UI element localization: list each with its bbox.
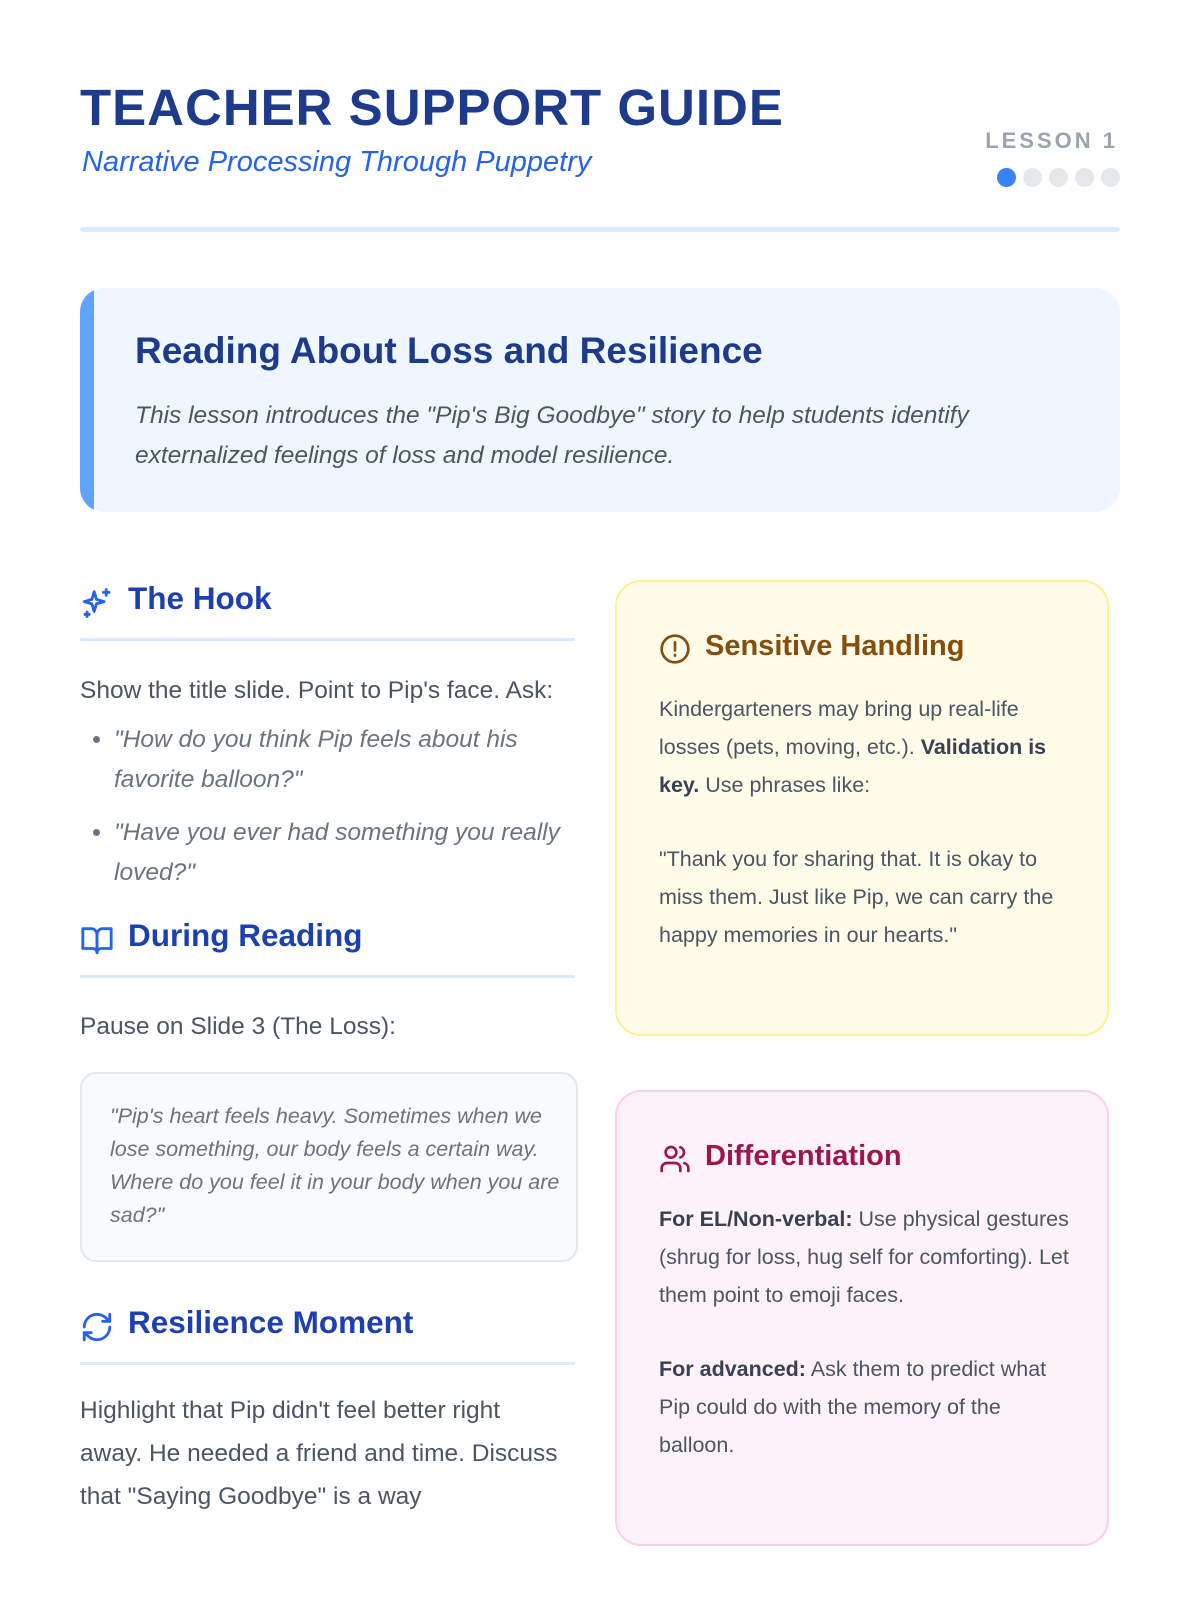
page-title: TEACHER SUPPORT GUIDE <box>80 79 784 136</box>
differentiation-advanced <box>659 1350 1069 1464</box>
sensitive-handling-quote: "Thank you for sharing that. It is okay to miss them. Just like Pip, we can carry the happy memories in our hearts." <box>659 847 1054 947</box>
section-hook-title: The Hook <box>128 580 272 616</box>
sensitive-text-after: Use phrases like: <box>705 773 871 797</box>
open-book-icon <box>80 923 114 957</box>
progress-dot <box>1049 168 1068 187</box>
advanced-label: For advanced: <box>659 1357 806 1381</box>
header <box>80 78 1120 238</box>
sensitive-handling-body <box>659 690 1069 954</box>
during-reading-text: Pause on Slide 3 (The Loss): <box>80 1013 396 1040</box>
hook-questions <box>80 720 575 893</box>
header-divider <box>80 227 1120 232</box>
sensitive-text-bold: Validation is key. <box>659 735 1047 797</box>
sparkles-icon <box>80 586 114 620</box>
lesson-label: LESSON 1 <box>985 128 1118 153</box>
advanced-text: Ask them to predict what Pip could do with the memory of the balloon. <box>659 1357 1047 1457</box>
progress-dot <box>1075 168 1094 187</box>
differentiation-card <box>615 1090 1109 1546</box>
section-resilience-header <box>80 1304 575 1365</box>
hook-text: Show the title slide. Point to Pip's face. Ask: <box>80 677 554 704</box>
section-during-reading-header <box>80 917 575 978</box>
progress-dot <box>1023 168 1042 187</box>
sensitive-handling-text <box>659 690 1069 804</box>
list-item: • "Have you ever had something you really loved?" <box>114 813 575 893</box>
alert-circle-icon <box>659 633 691 665</box>
differentiation-body <box>659 1200 1069 1464</box>
section-resilience-title: Resilience Moment <box>128 1304 414 1340</box>
sensitive-text-before: Kindergarteners may bring up real-life losses (pets, moving, etc.). <box>659 697 1019 759</box>
differentiation-title: Differentiation <box>705 1140 902 1172</box>
left-column <box>80 580 575 1518</box>
users-icon <box>659 1143 691 1175</box>
resilience-text: Highlight that Pip didn't feel better right away. He needed a friend and time. Discuss that "Saying Goodbye" is a way <box>80 1397 558 1510</box>
during-reading-quote: "Pip's heart feels heavy. Sometimes when we lose something, our body feels a certain way. Where do you feel it in your body when you are sad?" <box>80 1072 578 1262</box>
progress-dot <box>997 168 1016 187</box>
progress-dot <box>1101 168 1120 187</box>
section-during-reading-title: During Reading <box>128 917 363 953</box>
lesson-progress-dots <box>997 168 1120 187</box>
teacher-guide-page <box>80 0 1120 1600</box>
section-hook-header <box>80 580 575 641</box>
page-subtitle: Narrative Processing Through Puppetry <box>82 146 592 178</box>
intro-text: This lesson introduces the "Pip's Big Goodbye" story to help students identify externalized feelings of loss and model resilience. <box>135 402 969 469</box>
list-item: • "How do you think Pip feels about his favorite balloon?" <box>114 720 575 800</box>
sensitive-handling-card <box>615 580 1109 1036</box>
intro-card <box>80 288 1120 512</box>
el-text: Use physical gestures (shrug for loss, hug self for comforting). Let them point to emoji faces. <box>659 1207 1069 1307</box>
sensitive-handling-title: Sensitive Handling <box>705 630 965 662</box>
refresh-icon <box>80 1310 114 1344</box>
intro-accent-bar <box>80 288 94 512</box>
intro-title: Reading About Loss and Resilience <box>135 330 763 371</box>
differentiation-el <box>659 1200 1069 1314</box>
el-label: For EL/Non-verbal: <box>659 1207 853 1231</box>
